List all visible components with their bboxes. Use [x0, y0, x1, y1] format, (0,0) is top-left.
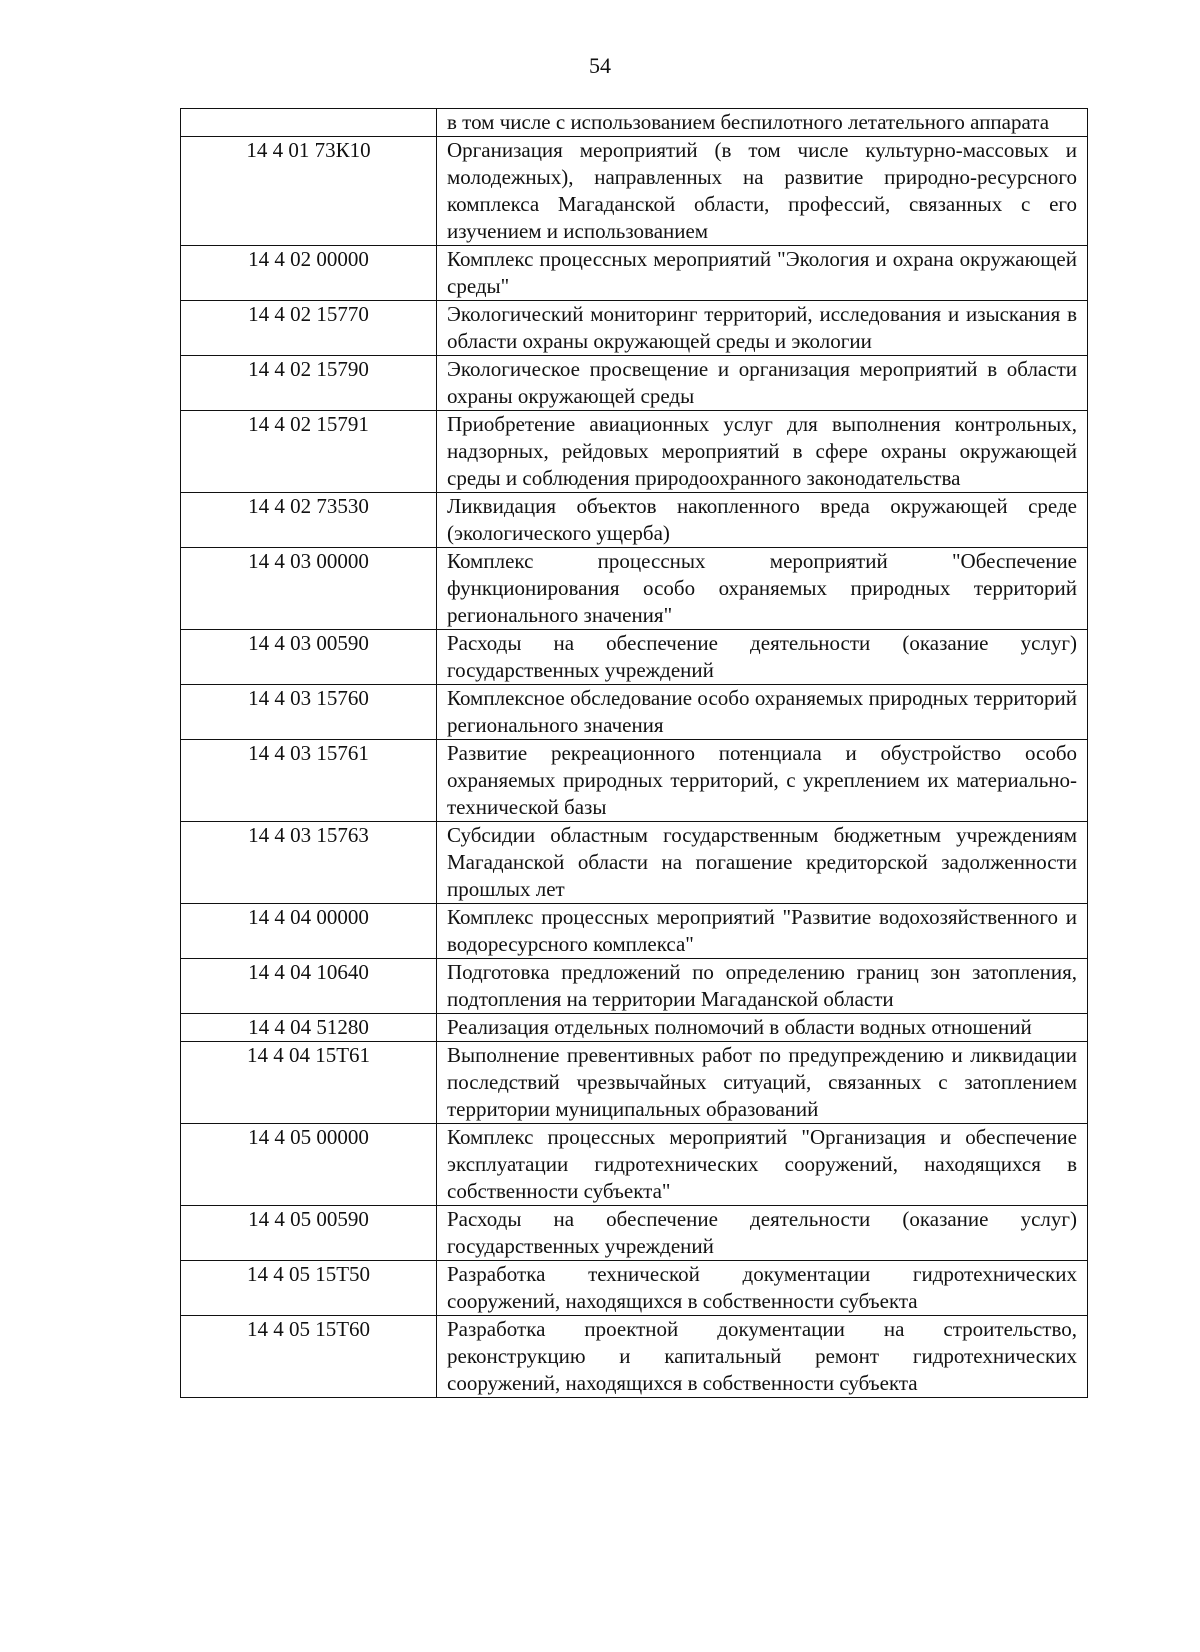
description-cell: Реализация отдельных полномочий в области водных отношений	[437, 1014, 1088, 1042]
code-cell: 14 4 05 00000	[181, 1124, 437, 1206]
budget-codes-table	[180, 108, 1088, 1398]
table-row	[181, 1124, 1088, 1206]
code-cell: 14 4 03 15763	[181, 822, 437, 904]
code-cell: 14 4 02 00000	[181, 246, 437, 301]
description-cell: Организация мероприятий (в том числе культурно-массовых и молодежных), направленных на развитие природно-ресурсного комплекса Магаданской области, профессий, связанных с его изучением и использованием	[437, 137, 1088, 246]
code-cell: 14 4 03 00590	[181, 630, 437, 685]
description-cell: Экологический мониторинг территорий, исследования и изыскания в области охраны окружающей среды и экологии	[437, 301, 1088, 356]
table-row	[181, 630, 1088, 685]
description-cell: Комплексное обследование особо охраняемых природных территорий регионального значения	[437, 685, 1088, 740]
description-cell: Выполнение превентивных работ по предупреждению и ликвидации последствий чрезвычайных ситуаций, связанных с затоплением территории муниципальных образований	[437, 1042, 1088, 1124]
description-cell: Комплекс процессных мероприятий "Развитие водохозяйственного и водоресурсного комплекса"	[437, 904, 1088, 959]
description-cell: Комплекс процессных мероприятий "Экология и охрана окружающей среды"	[437, 246, 1088, 301]
table-row	[181, 904, 1088, 959]
table-row	[181, 959, 1088, 1014]
table-row	[181, 740, 1088, 822]
table-row	[181, 1316, 1088, 1398]
description-cell: Развитие рекреационного потенциала и обустройство особо охраняемых природных территорий, с укреплением их материально-технической базы	[437, 740, 1088, 822]
code-cell: 14 4 02 15790	[181, 356, 437, 411]
table-row	[181, 411, 1088, 493]
code-cell: 14 4 01 73К10	[181, 137, 437, 246]
description-cell: в том числе с использованием беспилотного летательного аппарата	[437, 109, 1088, 137]
code-cell: 14 4 03 15760	[181, 685, 437, 740]
description-cell: Ликвидация объектов накопленного вреда окружающей среде (экологического ущерба)	[437, 493, 1088, 548]
page-number: 54	[589, 53, 611, 78]
table-row	[181, 356, 1088, 411]
code-cell: 14 4 03 15761	[181, 740, 437, 822]
description-cell: Разработка проектной документации на строительство, реконструкцию и капитальный ремонт гидротехнических сооружений, находящихся в собственности субъекта	[437, 1316, 1088, 1398]
table-row	[181, 1206, 1088, 1261]
code-cell: 14 4 04 00000	[181, 904, 437, 959]
table-row	[181, 137, 1088, 246]
table-row	[181, 1261, 1088, 1316]
code-cell: 14 4 02 73530	[181, 493, 437, 548]
code-cell: 14 4 04 51280	[181, 1014, 437, 1042]
table-row	[181, 493, 1088, 548]
table-row	[181, 685, 1088, 740]
description-cell: Расходы на обеспечение деятельности (оказание услуг) государственных учреждений	[437, 630, 1088, 685]
code-cell: 14 4 02 15770	[181, 301, 437, 356]
table-row	[181, 246, 1088, 301]
description-cell: Комплекс процессных мероприятий "Обеспечение функционирования особо охраняемых природных территорий регионального значения"	[437, 548, 1088, 630]
description-cell: Подготовка предложений по определению границ зон затопления, подтопления на территории Магаданской области	[437, 959, 1088, 1014]
description-cell: Субсидии областным государственным бюджетным учреждениям Магаданской области на погашение кредиторской задолженности прошлых лет	[437, 822, 1088, 904]
table-row	[181, 109, 1088, 137]
description-cell: Разработка технической документации гидротехнических сооружений, находящихся в собственности субъекта	[437, 1261, 1088, 1316]
code-cell: 14 4 04 10640	[181, 959, 437, 1014]
code-cell	[181, 109, 437, 137]
table-row	[181, 1042, 1088, 1124]
code-cell: 14 4 02 15791	[181, 411, 437, 493]
table-row	[181, 1014, 1088, 1042]
code-cell: 14 4 04 15Т61	[181, 1042, 437, 1124]
table-row	[181, 548, 1088, 630]
table-row	[181, 301, 1088, 356]
description-cell: Расходы на обеспечение деятельности (оказание услуг) государственных учреждений	[437, 1206, 1088, 1261]
code-cell: 14 4 03 00000	[181, 548, 437, 630]
description-cell: Экологическое просвещение и организация мероприятий в области охраны окружающей среды	[437, 356, 1088, 411]
code-cell: 14 4 05 00590	[181, 1206, 437, 1261]
description-cell: Комплекс процессных мероприятий "Организация и обеспечение эксплуатации гидротехнических сооружений, находящихся в собственности субъекта"	[437, 1124, 1088, 1206]
table-row	[181, 822, 1088, 904]
code-cell: 14 4 05 15Т50	[181, 1261, 437, 1316]
code-cell: 14 4 05 15Т60	[181, 1316, 437, 1398]
description-cell: Приобретение авиационных услуг для выполнения контрольных, надзорных, рейдовых мероприятий в сфере охраны окружающей среды и соблюдения природоохранного законодательства	[437, 411, 1088, 493]
